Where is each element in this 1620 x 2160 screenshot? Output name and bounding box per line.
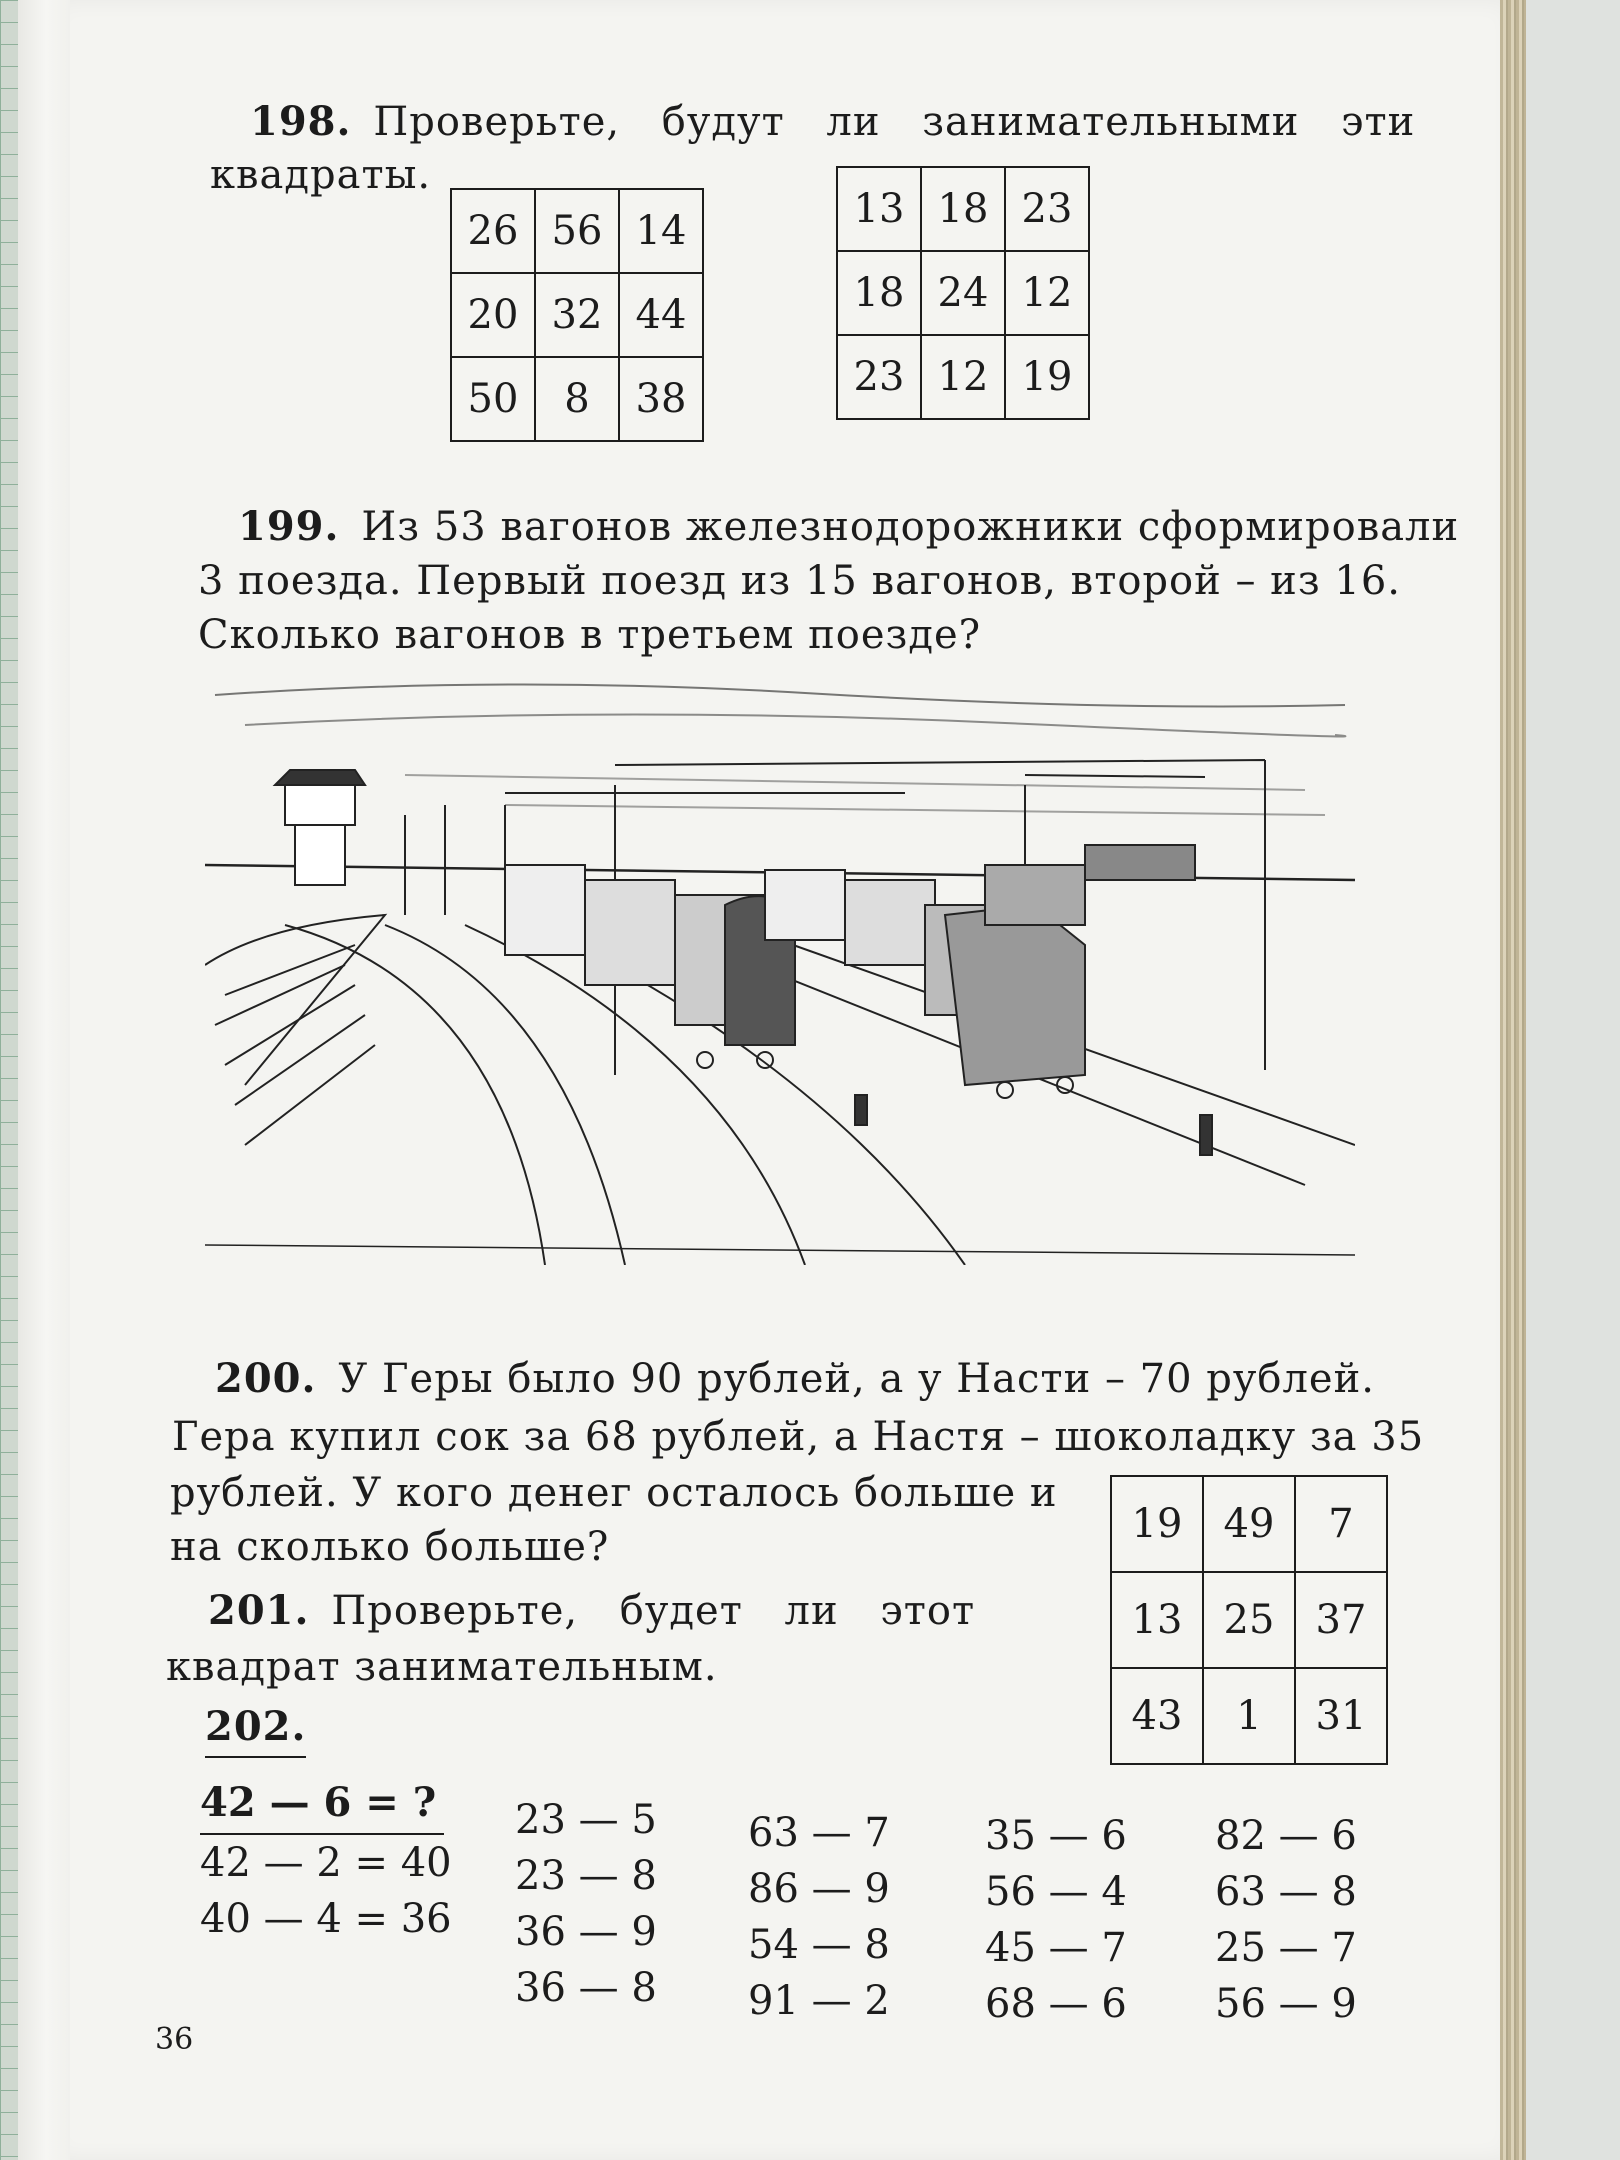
expression: 45 — 7 bbox=[985, 1925, 1127, 1971]
expression: 56 — 4 bbox=[985, 1869, 1127, 1915]
expression: 56 — 9 bbox=[1215, 1981, 1357, 2027]
example-step: 40 — 4 = 36 bbox=[200, 1896, 452, 1942]
cell: 8 bbox=[535, 357, 619, 441]
cell: 31 bbox=[1295, 1668, 1387, 1764]
expression: 23 — 5 bbox=[515, 1797, 657, 1843]
cell: 1 bbox=[1203, 1668, 1295, 1764]
cell: 12 bbox=[921, 335, 1005, 419]
example-question: 42 — 6 = ? bbox=[200, 1775, 444, 1835]
expression: 25 — 7 bbox=[1215, 1925, 1357, 1971]
magic-square-198b bbox=[836, 166, 1090, 420]
cell: 18 bbox=[921, 167, 1005, 251]
expression: 68 — 6 bbox=[985, 1981, 1127, 2027]
expression: 23 — 8 bbox=[515, 1853, 657, 1899]
problem-199-line1: 199. Из 53 вагонов железнодорожники сформировали bbox=[238, 503, 1460, 550]
problem-199-number: 199. bbox=[238, 503, 340, 550]
page-number: 36 bbox=[155, 2022, 194, 2057]
problem-201-number: 201. bbox=[208, 1587, 310, 1634]
example-column bbox=[200, 1775, 452, 1947]
problem-199-line3: Сколько вагонов в третьем поезде? bbox=[198, 612, 982, 658]
expression: 36 — 8 bbox=[515, 1965, 657, 2011]
cell: 43 bbox=[1111, 1668, 1203, 1764]
problem-200-line3: рублей. У кого денег осталось больше и bbox=[170, 1470, 1058, 1516]
cell: 13 bbox=[837, 167, 921, 251]
cell: 56 bbox=[535, 189, 619, 273]
cell: 23 bbox=[837, 335, 921, 419]
cell: 44 bbox=[619, 273, 703, 357]
problem-198-line1: 198. Проверьте, будут ли занимательными эти bbox=[250, 98, 1416, 145]
cell: 25 bbox=[1203, 1572, 1295, 1668]
cell: 7 bbox=[1295, 1476, 1387, 1572]
cell: 13 bbox=[1111, 1572, 1203, 1668]
expression: 35 — 6 bbox=[985, 1813, 1127, 1859]
cell: 38 bbox=[619, 357, 703, 441]
magic-square-201 bbox=[1110, 1475, 1388, 1765]
bookmark-ribbon bbox=[1500, 0, 1526, 2160]
problem-201-line1: 201. Проверьте, будет ли этот bbox=[208, 1587, 976, 1634]
example-step: 42 — 2 = 40 bbox=[200, 1840, 452, 1886]
cell: 14 bbox=[619, 189, 703, 273]
problem-199-line2: 3 поезда. Первый поезд из 15 вагонов, второй – из 16. bbox=[198, 558, 1401, 604]
magic-square-198a bbox=[450, 188, 704, 442]
railway-yard-illustration bbox=[205, 665, 1355, 1265]
expression-column-1 bbox=[515, 1792, 657, 2016]
cell: 19 bbox=[1005, 335, 1089, 419]
expression-column-4 bbox=[1215, 1808, 1357, 2032]
problem-198-line2: квадраты. bbox=[210, 152, 432, 198]
expression: 86 — 9 bbox=[748, 1866, 890, 1912]
cell: 26 bbox=[451, 189, 535, 273]
expression: 54 — 8 bbox=[748, 1922, 890, 1968]
problem-198-number: 198. bbox=[250, 98, 352, 145]
expression: 63 — 8 bbox=[1215, 1869, 1357, 1915]
cell: 12 bbox=[1005, 251, 1089, 335]
expression-column-2 bbox=[748, 1805, 890, 2029]
cell: 18 bbox=[837, 251, 921, 335]
cell: 32 bbox=[535, 273, 619, 357]
cell: 19 bbox=[1111, 1476, 1203, 1572]
cell: 23 bbox=[1005, 167, 1089, 251]
expression-column-3 bbox=[985, 1808, 1127, 2032]
problem-200-line1: 200. У Геры было 90 рублей, а у Насти – 70 рублей. bbox=[215, 1355, 1375, 1402]
problem-200-line2: Гера купил сок за 68 рублей, а Настя – шоколадку за 35 bbox=[172, 1414, 1425, 1460]
cell: 37 bbox=[1295, 1572, 1387, 1668]
expression: 82 — 6 bbox=[1215, 1813, 1357, 1859]
background-right bbox=[1526, 0, 1620, 2160]
expression: 91 — 2 bbox=[748, 1978, 890, 2024]
problem-202-number: 202. bbox=[205, 1700, 306, 1758]
cell: 20 bbox=[451, 273, 535, 357]
cell: 24 bbox=[921, 251, 1005, 335]
problem-201-line2: квадрат занимательным. bbox=[166, 1644, 718, 1690]
cell: 49 bbox=[1203, 1476, 1295, 1572]
problem-200-line4: на сколько больше? bbox=[170, 1524, 610, 1570]
problem-200-number: 200. bbox=[215, 1355, 317, 1402]
expression: 36 — 9 bbox=[515, 1909, 657, 1955]
cell: 50 bbox=[451, 357, 535, 441]
expression: 63 — 7 bbox=[748, 1810, 890, 1856]
